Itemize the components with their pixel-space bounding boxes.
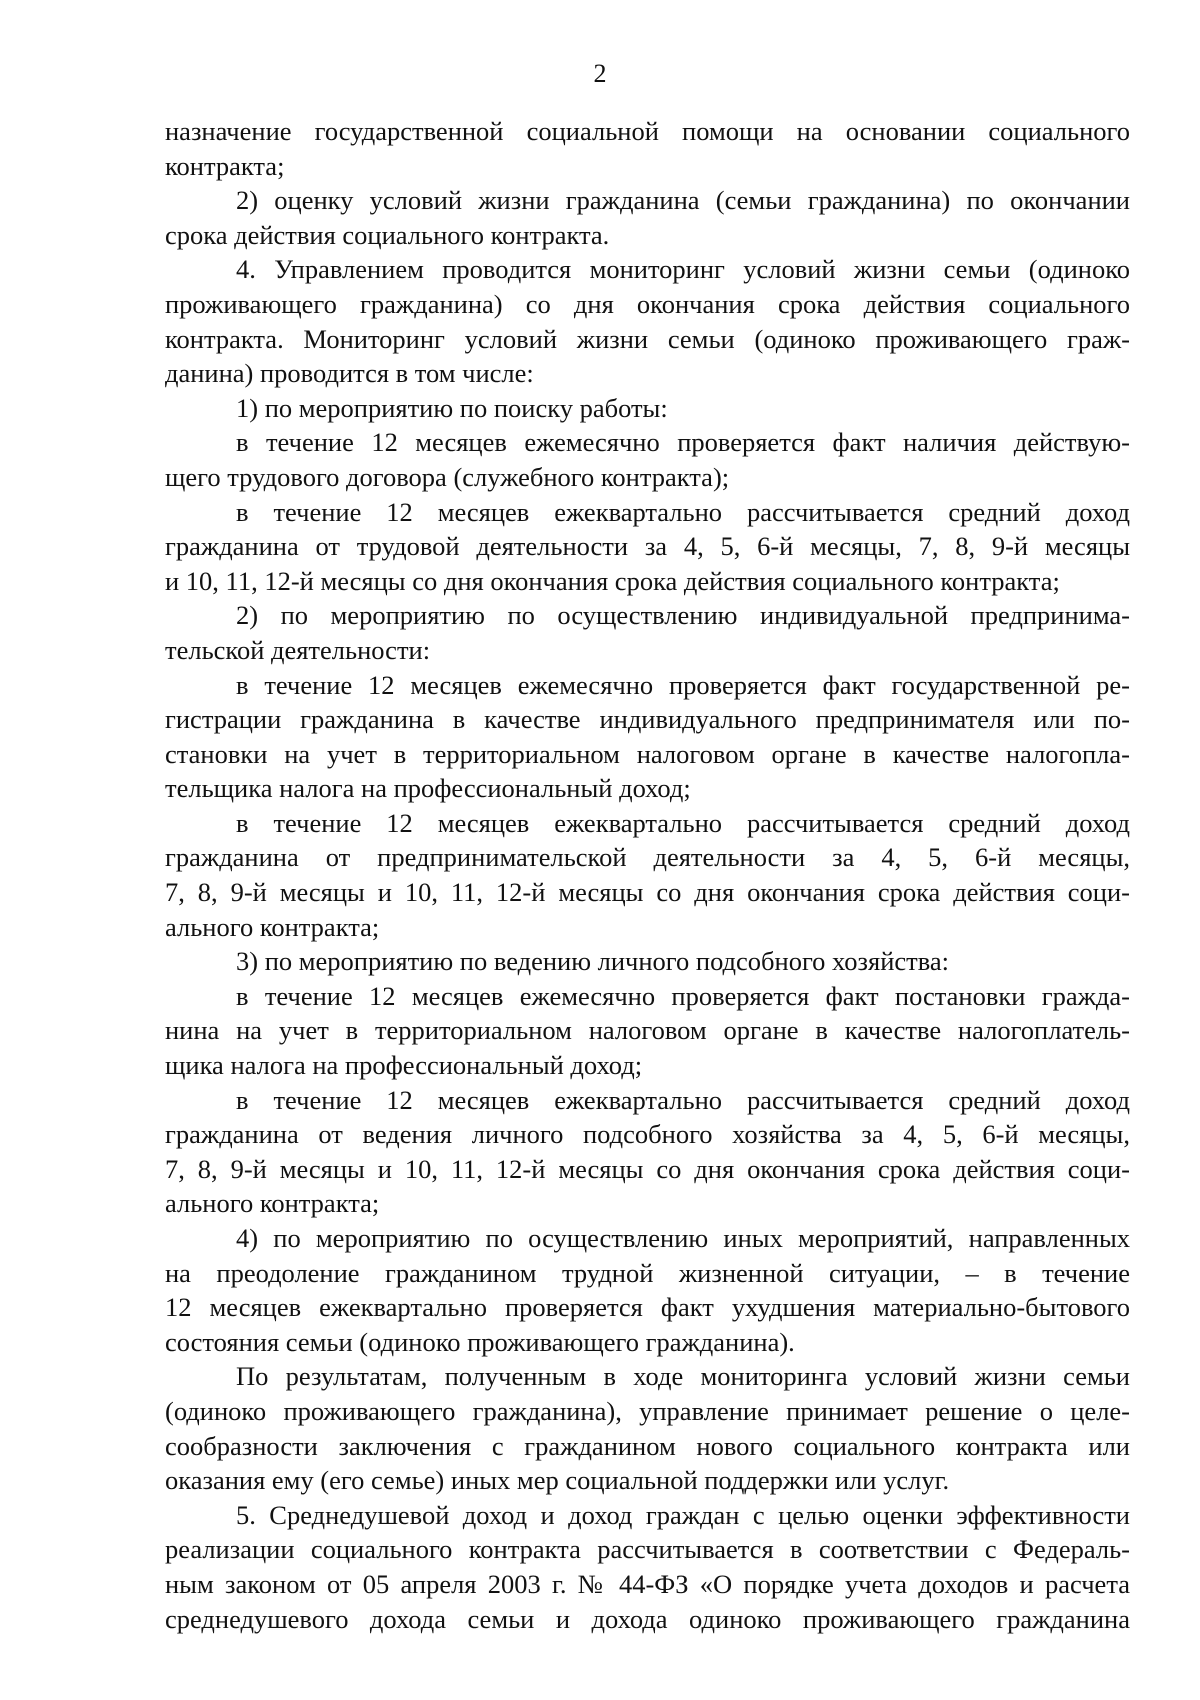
- text-line: гражданина от ведения личного подсобного хозяйства за 4, 5, 6-й месяцы,: [165, 1119, 1130, 1150]
- page-number: 2: [593, 59, 607, 88]
- text-line: По результатам, полученным в ходе мониторинга условий жизни семьи: [236, 1361, 1130, 1392]
- text-line: щего трудового договора (служебного контракта);: [165, 461, 730, 492]
- text-line: данина) проводится в том числе:: [165, 358, 534, 389]
- text-line: состояния семьи (одиноко проживающего гражданина).: [165, 1326, 795, 1357]
- text-line: ального контракта;: [165, 911, 380, 942]
- text-line: (одиноко проживающего гражданина), управление принимает решение о целе-: [165, 1395, 1130, 1426]
- text-line: 4. Управлением проводится мониторинг условий жизни семьи (одиноко: [236, 254, 1130, 285]
- text-line: тельщика налога на профессиональный доход;: [165, 773, 691, 804]
- text-line: 7, 8, 9-й месяцы и 10, 11, 12-й месяцы со дня окончания срока действия соци-: [165, 877, 1130, 908]
- text-line: среднедушевого дохода семьи и дохода одиноко проживающего гражданина: [165, 1603, 1130, 1634]
- text-line: на преодоление гражданином трудной жизненной ситуации, – в течение: [165, 1257, 1130, 1288]
- text-line: гражданина от предпринимательской деятельности за 4, 5, 6-й месяцы,: [165, 842, 1130, 873]
- text-line: сообразности заключения с гражданином нового социального контракта или: [165, 1430, 1130, 1461]
- text-line: проживающего гражданина) со дня окончания срока действия социального: [165, 288, 1130, 319]
- text-line: в течение 12 месяцев ежеквартально рассчитывается средний доход: [236, 496, 1130, 527]
- text-line: нина на учет в территориальном налоговом органе в качестве налогоплатель-: [165, 1015, 1130, 1046]
- text-line: назначение государственной социальной помощи на основании социального: [165, 116, 1130, 146]
- text-line: ального контракта;: [165, 1188, 380, 1219]
- text-line: становки на учет в территориальном налоговом органе в качестве налогопла-: [165, 738, 1130, 769]
- text-line: 7, 8, 9-й месяцы и 10, 11, 12-й месяцы со дня окончания срока действия соци-: [165, 1153, 1130, 1184]
- body-text: [165, 114, 1130, 1636]
- text-line: в течение 12 месяцев ежемесячно проверяется факт наличия действую-: [236, 427, 1130, 458]
- text-line: в течение 12 месяцев ежемесячно проверяется факт постановки гражда-: [236, 980, 1130, 1011]
- text-line: срока действия социального контракта.: [165, 219, 610, 250]
- text-line: оказания ему (его семье) иных мер социальной поддержки или услуг.: [165, 1465, 950, 1496]
- text-line: в течение 12 месяцев ежеквартально рассчитывается средний доход: [236, 1084, 1130, 1115]
- text-line: контракта;: [165, 150, 285, 181]
- text-line: щика налога на профессиональный доход;: [165, 1050, 643, 1081]
- text-line: гистрации гражданина в качестве индивидуального предпринимателя или по-: [165, 704, 1130, 735]
- text-line: 2) по мероприятию по осуществлению индивидуальной предпринима-: [236, 600, 1130, 631]
- text-line: в течение 12 месяцев ежеквартально рассчитывается средний доход: [236, 807, 1130, 838]
- text-line: ным законом от 05 апреля 2003 г. № 44-ФЗ «О порядке учета доходов и расчета: [165, 1568, 1130, 1599]
- text-line: 4) по мероприятию по осуществлению иных мероприятий, направленных: [236, 1223, 1130, 1253]
- text-line: и 10, 11, 12-й месяцы со дня окончания срока действия социального контракта;: [165, 565, 1060, 596]
- text-line: 1) по мероприятию по поиску работы:: [236, 392, 668, 423]
- text-line: 5. Среднедушевой доход и доход граждан с целью оценки эффективности: [236, 1499, 1130, 1530]
- text-line: в течение 12 месяцев ежемесячно проверяется факт государственной ре-: [236, 669, 1130, 700]
- text-line: тельской деятельности:: [165, 634, 431, 665]
- text-line: контракта. Мониторинг условий жизни семьи (одиноко проживающего граж-: [165, 323, 1130, 354]
- text-line: реализации социального контракта рассчитывается в соответствии с Федераль-: [165, 1534, 1130, 1565]
- text-line: 2) оценку условий жизни гражданина (семьи гражданина) по окончании: [236, 185, 1130, 216]
- text-line: 12 месяцев ежеквартально проверяется факт ухудшения материально-бытового: [165, 1292, 1130, 1323]
- text-line: 3) по мероприятию по ведению личного подсобного хозяйства:: [236, 946, 950, 977]
- text-line: гражданина от трудовой деятельности за 4, 5, 6-й месяцы, 7, 8, 9-й месяцы: [165, 531, 1130, 562]
